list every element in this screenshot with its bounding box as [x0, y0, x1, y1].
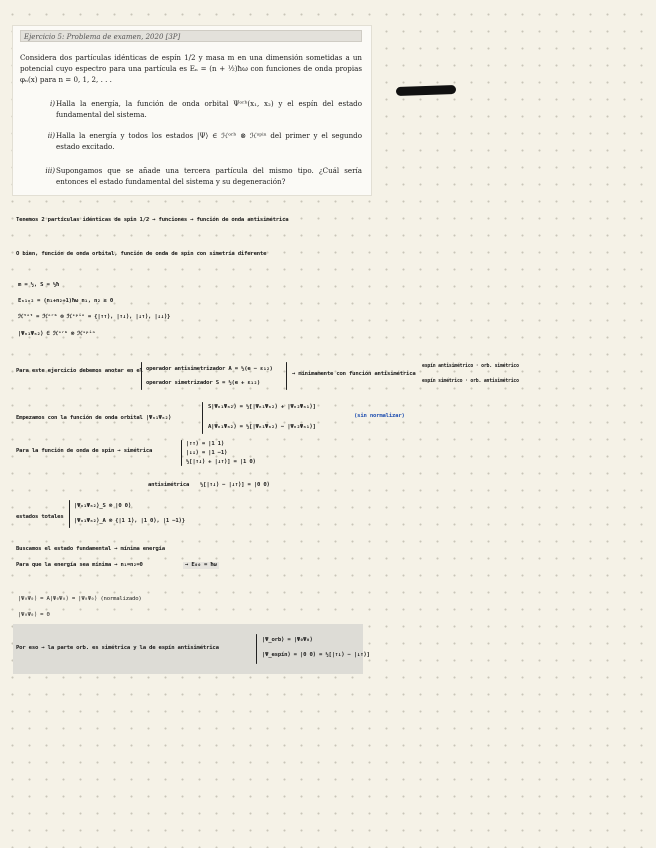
note-line: espín simétrico · orb. antisimétrico	[422, 379, 519, 384]
note-line: → mínimamente con función antisimétrica	[292, 371, 416, 377]
exercise-title: Ejercicio 5: Problema de examen, 2020 [3P]	[20, 30, 362, 42]
item-text: Supongamos que se añade una tercera partícula del mismo tipo. ¿Cuál sería entonces el estado fundamental del sistema y su degeneración?	[56, 166, 362, 186]
note-line: |↑↑⟩ = |1 1⟩	[186, 441, 225, 447]
note-line: Empezamos con la función de onda orbital |Ψₙ₁Ψₙ₂⟩	[16, 415, 172, 421]
note-line: ½[|↑↓⟩ − |↓↑⟩] = |0 0⟩	[200, 482, 270, 488]
note-line: |Ψ₀Ψ₀⟩ = A|Ψ₀Ψ₀⟩ = |Ψ₀Ψ₀⟩ (normalizado)	[18, 596, 142, 602]
item-number: iii)	[45, 166, 55, 175]
redaction-scribble	[396, 85, 456, 96]
note-line: antisimétrica	[148, 482, 190, 488]
note-line: Para la función de onda de spin → simétrica	[16, 448, 153, 454]
brace	[69, 500, 70, 528]
note-line: estados totales	[16, 514, 64, 520]
note-line: m = ½, S = ½ħ	[18, 282, 60, 288]
brace	[141, 362, 142, 390]
note-line: |Ψₙ₁Ψₙ₂⟩_A ⊗ {|1 1⟩, |1 0⟩, |1 −1⟩}	[74, 518, 185, 524]
note-line: → E₀₀ = ħω	[185, 562, 217, 568]
note-line: |Ψ₀Ψ₀⟩ = 0	[18, 612, 50, 618]
exercise-card	[13, 26, 371, 195]
note-line: Por eso → la parte orb. es simétrica y la de espín antisimétrica	[16, 645, 219, 651]
note-line: ℋᵗᵒᵗ = ℋᵒʳᵇ ⊗ ℋˢᵖⁱⁿ = {|↑↑⟩, |↑↓⟩, |↓↑⟩, |↓↓⟩}	[18, 314, 171, 320]
brace	[181, 440, 182, 466]
note-line: |Ψₙ₁Ψₙ₂⟩_S ⊗ |0 0⟩	[74, 503, 132, 509]
note-line: operador simetrizador S = ½(e + ε₁₂)	[146, 380, 261, 386]
brace	[286, 362, 287, 390]
note-line: O bien, función de onda orbital, función de onda de spin con simetría diferente	[16, 251, 267, 257]
brace	[256, 634, 257, 664]
note-line: A|Ψₙ₁Ψₙ₂⟩ = ½[|Ψₙ₁Ψₙ₂⟩ − |Ψₙ₂Ψₙ₁⟩]	[208, 424, 316, 430]
note-line: (sin normalizar)	[354, 413, 405, 419]
item-number: i)	[49, 99, 55, 108]
item-text: Halla la energía y todos los estados |Ψ⟩ ∈ ℋᵒʳᵇ ⊗ ℋˢᵖⁱⁿ del primer y el segundo estado excitado.	[56, 131, 362, 151]
note-line: |↓↓⟩ = |1 −1⟩	[186, 450, 228, 456]
note-line: Para este ejercicio debemos anotar en el	[16, 368, 143, 374]
note-line: Eₙ₁ₙ₂ = (n₁+n₂+1)ħω n₁, n₂ ≥ 0	[18, 298, 114, 304]
note-line: |Ψₙ₁Ψₙ₂⟩ ∈ ℋᵒʳᵇ ⊗ ℋˢᵖⁱⁿ	[18, 331, 96, 337]
item-text: Halla la energía, la función de onda orbital Ψᵒʳᵇ(x₁, x₂) y el espín del estado fundamental del sistema.	[56, 99, 362, 119]
note-line: |Ψ_orb⟩ = |Ψ₀Ψ₀⟩	[262, 637, 313, 643]
item-number: ii)	[47, 131, 55, 140]
note-line: espín antisimétrico · orb. simétrico	[422, 364, 519, 369]
brace	[202, 402, 203, 434]
note-line: Para que la energía sea mínima → n₁=n₂=0	[16, 562, 143, 568]
note-line: Buscamos el estado fundamental → mínima energía	[16, 546, 165, 552]
note-line: Tenemos 2 partículas idénticas de spin 1/2 → funciones → función de onda antisimétrica	[16, 217, 289, 223]
note-line: |Ψ_espín⟩ = |0 0⟩ = ½[|↑↓⟩ − |↓↑⟩]	[262, 652, 370, 658]
exercise-intro: Considera dos partículas idénticas de espín 1/2 y masa m en una dimensión sometidas a un potencial cuyo espectro para una partícula es Eₙ = (n + ½)ħω con funciones de onda propias φₙ(x) para n = 0, 1, 2, . . .	[20, 53, 362, 84]
note-line: S|Ψₙ₁Ψₙ₂⟩ = ½[|Ψₙ₁Ψₙ₂⟩ + |Ψₙ₂Ψₙ₁⟩]	[208, 404, 316, 410]
note-line: ½[|↑↓⟩ + |↓↑⟩] = |1 0⟩	[186, 459, 256, 465]
note-line: operador antisimetrizador A = ½(e − ε₁₂)	[146, 366, 273, 372]
